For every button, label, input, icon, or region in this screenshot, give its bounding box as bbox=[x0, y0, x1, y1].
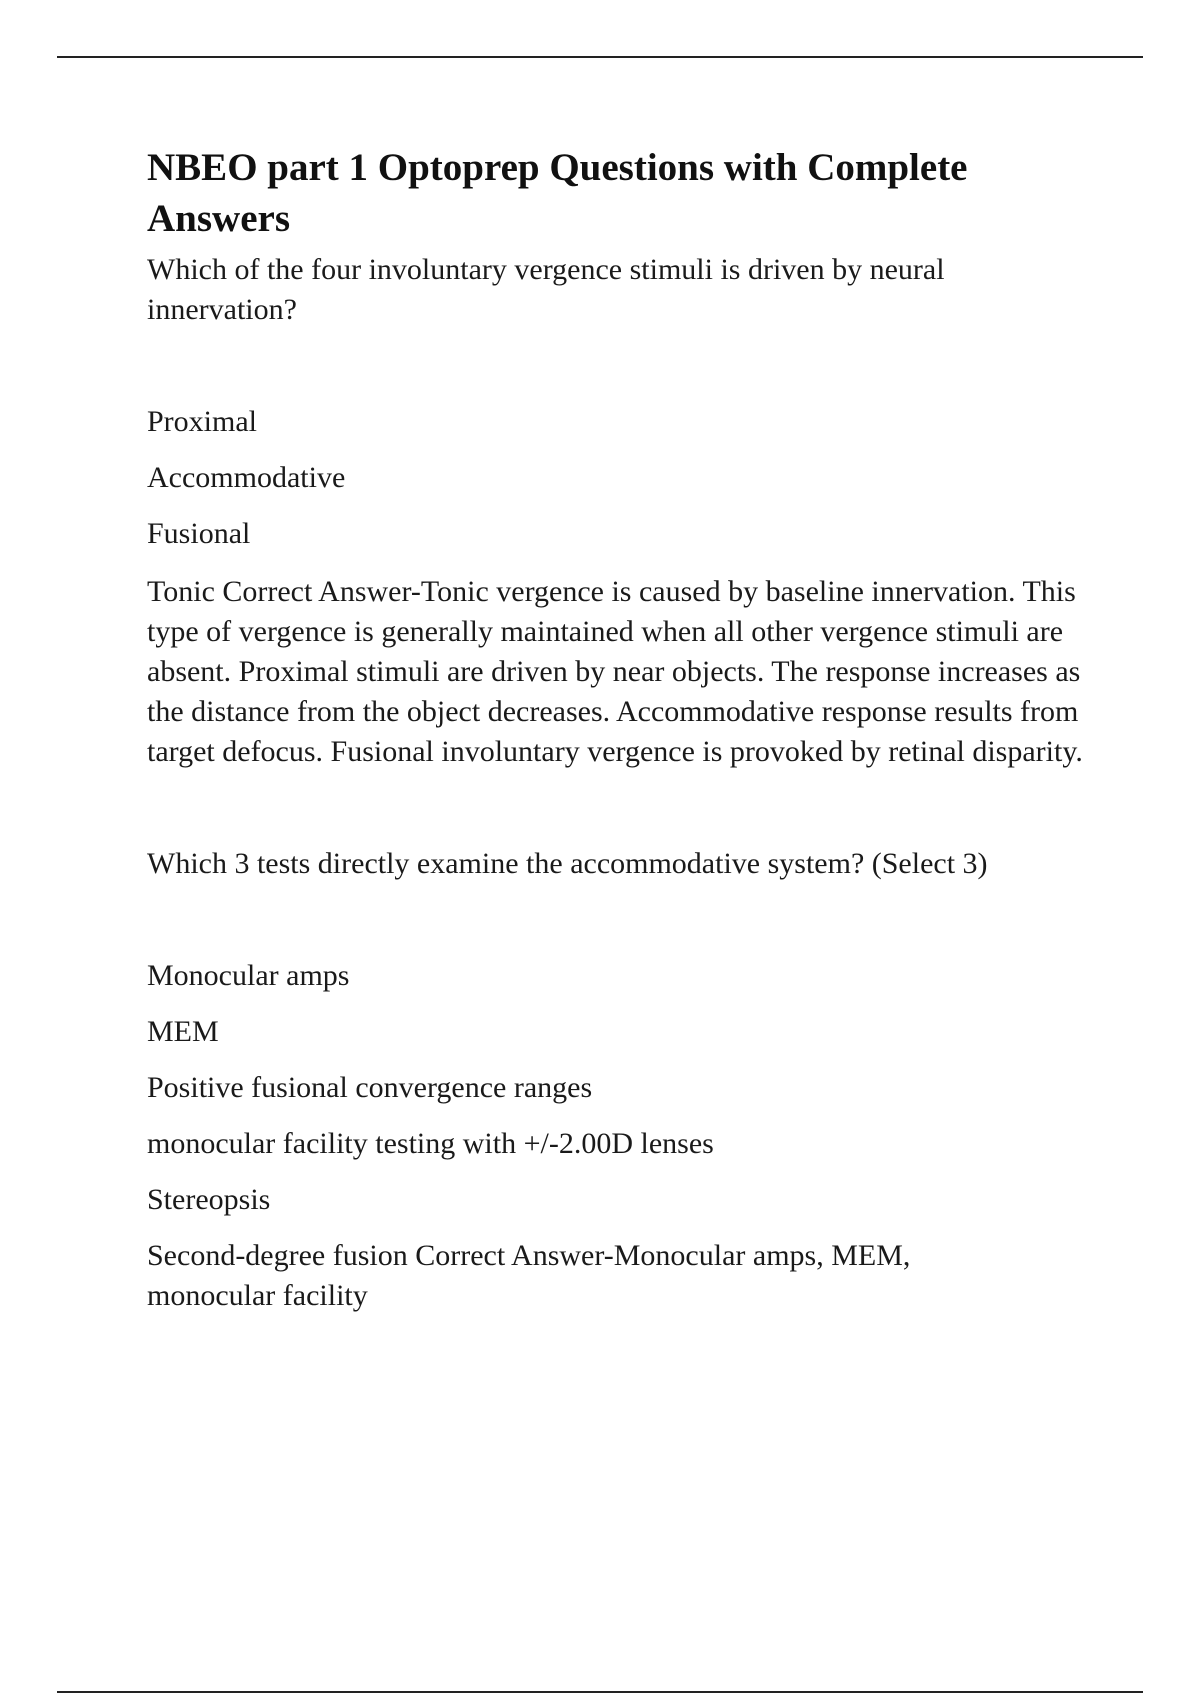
question-block-2 bbox=[147, 844, 1107, 1316]
question-prompt: Which of the four involuntary vergence stimuli is driven by neural innervation? bbox=[147, 253, 945, 326]
answer-options bbox=[147, 402, 1107, 554]
answer-option: Monocular amps bbox=[147, 959, 350, 992]
document-body bbox=[147, 142, 1107, 1316]
answer-option: Positive fusional convergence ranges bbox=[147, 1071, 593, 1104]
answer-option: Accommodative bbox=[147, 461, 346, 494]
top-divider bbox=[57, 56, 1143, 58]
question-prompt: Which 3 tests directly examine the accommodative system? (Select 3) bbox=[147, 847, 988, 880]
answer-option: Fusional bbox=[147, 517, 251, 550]
document-title: NBEO part 1 Optoprep Questions with Complete Answers bbox=[147, 146, 968, 240]
answer-option: MEM bbox=[147, 1015, 219, 1048]
answer-option: Proximal bbox=[147, 405, 257, 438]
answer-explanation: Tonic Correct Answer-Tonic vergence is caused by baseline innervation. This type of vergence is generally maintained when all other vergence stimuli are absent. Proximal stimuli are driven by near objects. The response increases as the distance from the object decreases. Accommodative response results from target defocus. Fusional involuntary vergence is provoked by retinal disparity. bbox=[147, 575, 1083, 768]
answer-option: monocular facility testing with +/-2.00D lenses bbox=[147, 1127, 714, 1160]
question-block-1 bbox=[147, 250, 1107, 772]
answer-explanation: Second-degree fusion Correct Answer-Monocular amps, MEM, monocular facility bbox=[147, 1239, 911, 1312]
bottom-divider bbox=[57, 1691, 1143, 1693]
answer-option: Stereopsis bbox=[147, 1183, 271, 1216]
answer-options bbox=[147, 956, 1107, 1220]
